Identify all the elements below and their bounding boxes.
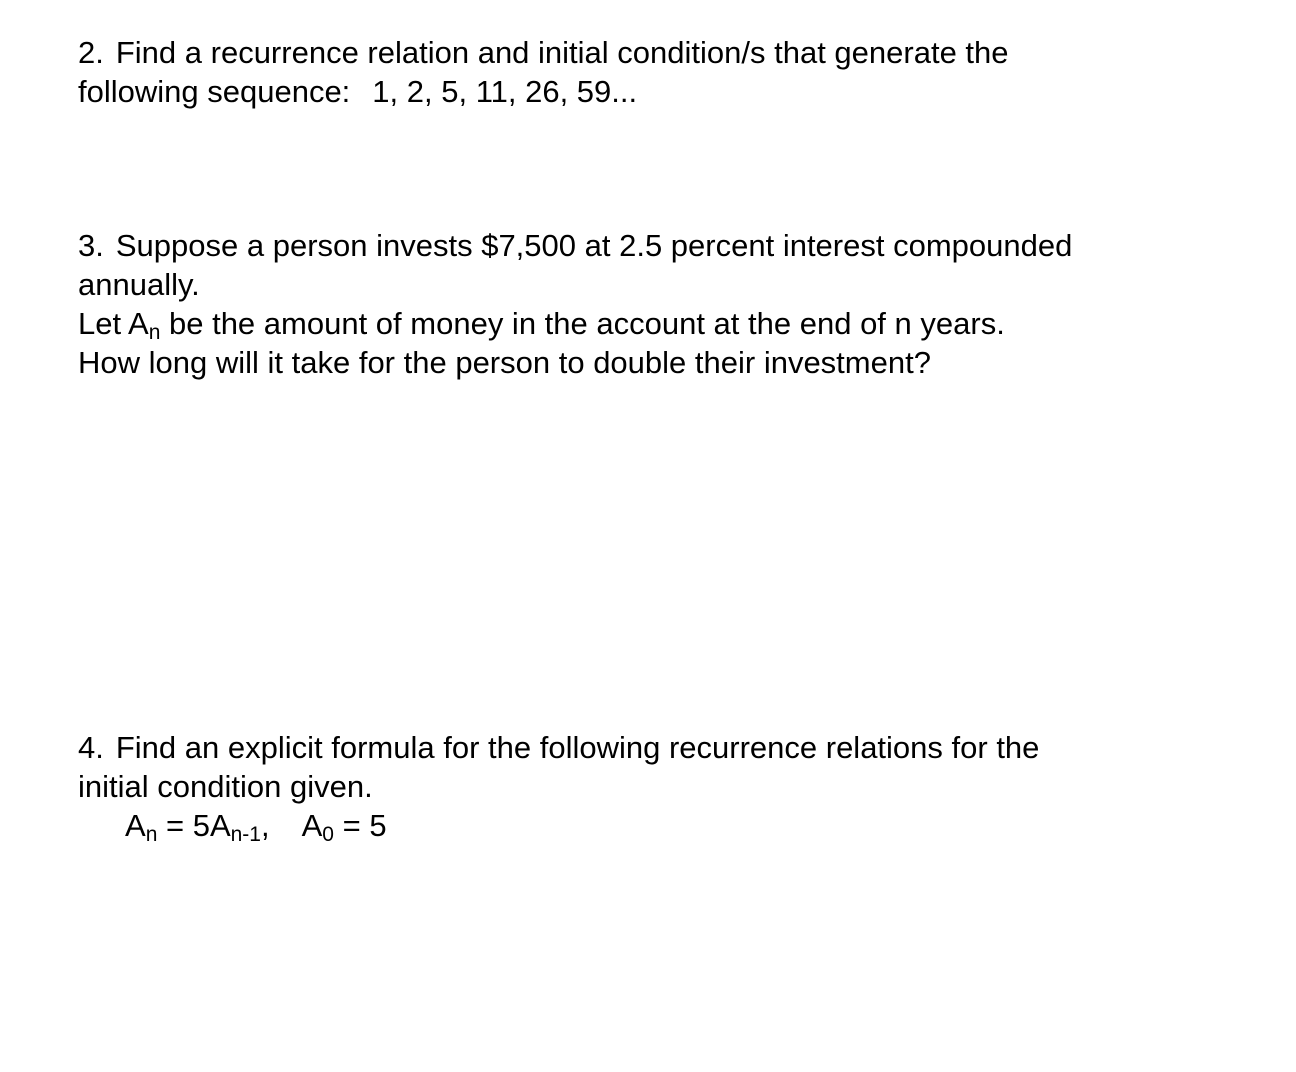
problem-number: 2. — [78, 35, 104, 70]
problem-number: 4. — [78, 730, 104, 765]
problem-2-line-2 — [78, 72, 1009, 111]
formula-rhs-sub: n-1 — [230, 823, 261, 846]
problem-3-question: How long will it take for the person to double their investment? — [78, 345, 931, 380]
initial-condition — [301, 808, 387, 846]
let-prefix: Let A — [78, 306, 149, 341]
cond-sub: 0 — [322, 823, 334, 846]
problem-3-text-1: Suppose a person invests $7,500 at 2.5 percent interest compounded — [115, 228, 1073, 263]
formula-comma: , — [260, 808, 270, 843]
sequence: 1, 2, 5, 11, 26, 59... — [372, 74, 638, 109]
formula-eq: = 5A — [157, 808, 231, 843]
problem-4-text-1: Find an explicit formula for the following recurrence relations for the — [115, 730, 1040, 765]
problem-4-line-2: initial condition given. — [78, 769, 373, 804]
problem-number: 3. — [78, 228, 104, 263]
recurrence-formula — [78, 806, 1039, 845]
problem-3-let-line — [78, 304, 1072, 343]
problem-2 — [78, 33, 1009, 111]
formula-lhs: A — [125, 808, 146, 843]
problem-3 — [78, 226, 1072, 382]
problem-2-line-1 — [78, 33, 1009, 72]
problem-4-line-1 — [78, 728, 1039, 767]
problem-2-text-1: Find a recurrence relation and initial condition/s that generate the — [115, 35, 1009, 70]
cond-value: = 5 — [333, 808, 387, 843]
problem-4 — [78, 728, 1039, 845]
let-subscript: n — [148, 321, 161, 344]
cond-base: A — [301, 808, 323, 843]
problem-3-line-2: annually. — [78, 267, 200, 302]
problem-2-text-2: following sequence: — [78, 74, 351, 109]
problem-3-line-1 — [78, 226, 1072, 265]
formula-lhs-sub: n — [145, 823, 158, 846]
let-suffix: be the amount of money in the account at the end of n years. — [160, 306, 1005, 341]
